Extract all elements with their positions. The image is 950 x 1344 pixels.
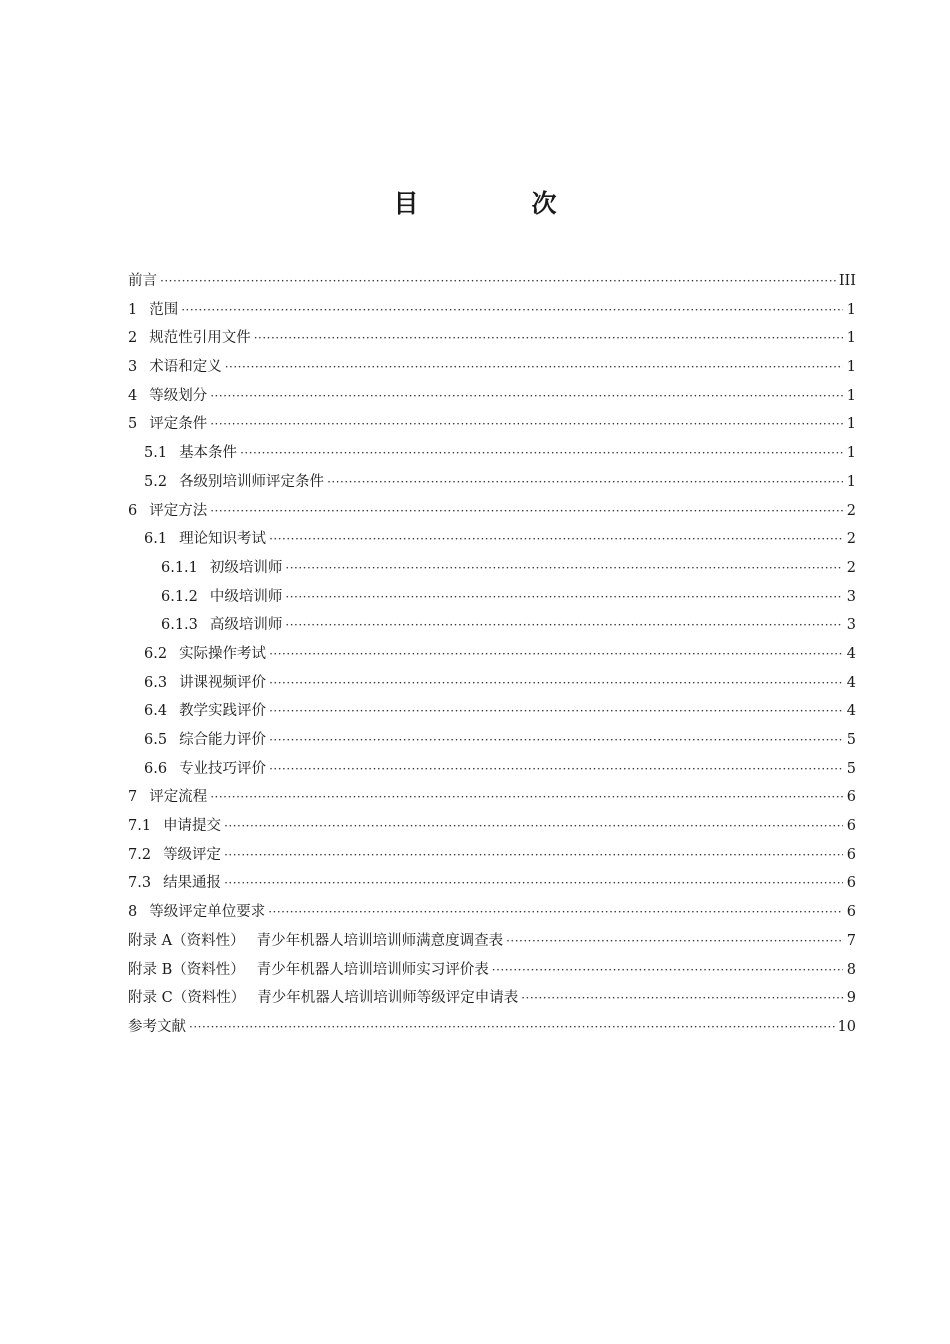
dot-leader xyxy=(210,410,843,439)
dot-leader xyxy=(224,841,843,870)
toc-entry[interactable] xyxy=(128,841,856,870)
toc-entry-number: 7.1 xyxy=(128,818,152,835)
dot-leader xyxy=(327,468,843,497)
toc-entry[interactable] xyxy=(128,468,856,497)
toc-entry-label: 青少年机器人培训培训师满意度调查表 xyxy=(256,932,504,949)
dot-leader xyxy=(224,869,843,898)
toc-entry-label: 青少年机器人培训培训师等级评定申请表 xyxy=(257,990,519,1007)
toc-entry-number: 6.5 xyxy=(144,732,168,748)
dot-leader xyxy=(269,525,843,554)
toc-entry-number: 5.1 xyxy=(144,445,168,462)
toc-entry[interactable] xyxy=(128,296,856,325)
toc-entry-number: 6.1.1 xyxy=(161,559,198,576)
dot-leader xyxy=(269,726,843,755)
toc-entry-number: 6 xyxy=(128,502,138,519)
toc-entry[interactable] xyxy=(128,812,856,841)
toc-entry-label: 讲课视频评价 xyxy=(179,674,267,691)
toc-entry[interactable] xyxy=(128,898,856,927)
dot-leader xyxy=(285,611,843,640)
toc-entry-label: 等级划分 xyxy=(149,387,208,404)
toc-entry[interactable] xyxy=(128,956,856,985)
toc-entry-number: 6.2 xyxy=(144,645,168,662)
toc-entry-number: 附录 C（资料性） xyxy=(128,990,246,1007)
toc-entry-label: 等级评定单位要求 xyxy=(149,904,266,921)
toc-entry-label: 申请提交 xyxy=(163,818,222,835)
dot-leader xyxy=(189,1013,835,1042)
toc-entry-label: 理论知识考试 xyxy=(179,531,267,548)
table-of-contents xyxy=(128,267,856,1042)
toc-entry-page: 6 xyxy=(846,875,856,892)
toc-entry[interactable] xyxy=(128,410,856,439)
toc-entry-page: 6 xyxy=(846,904,856,921)
toc-entry-page: 5 xyxy=(846,732,856,748)
toc-entry-page: 4 xyxy=(846,645,856,662)
toc-entry[interactable] xyxy=(128,554,856,583)
toc-entry-label: 规范性引用文件 xyxy=(149,330,251,347)
toc-entry-number: 5.2 xyxy=(144,473,168,490)
dot-leader xyxy=(269,697,843,726)
toc-entry-label: 范围 xyxy=(149,301,179,318)
toc-entry-label: 术语和定义 xyxy=(149,359,222,376)
toc-entry-label: 评定流程 xyxy=(149,789,208,806)
toc-entry-page: 2 xyxy=(846,559,856,576)
toc-entry-number: 附录 B（资料性） xyxy=(128,961,245,978)
toc-entry-page: 1 xyxy=(846,301,856,318)
toc-entry-label: 实际操作考试 xyxy=(179,645,267,662)
toc-entry-page: 9 xyxy=(846,990,856,1007)
toc-entry-page: 1 xyxy=(846,359,856,376)
toc-entry-number: 7.3 xyxy=(128,875,152,892)
dot-leader xyxy=(269,669,843,698)
dot-leader xyxy=(225,353,843,382)
dot-leader xyxy=(210,382,843,411)
toc-entry[interactable] xyxy=(128,927,856,956)
toc-entry-number: 6.4 xyxy=(144,703,168,720)
toc-entry-page: 6 xyxy=(846,789,856,806)
toc-entry-page: 6 xyxy=(846,818,856,835)
toc-entry-number: 5 xyxy=(128,416,138,433)
toc-entry-page: 7 xyxy=(846,932,856,949)
dot-leader xyxy=(285,583,843,612)
toc-entry-label: 初级培训师 xyxy=(209,559,283,576)
toc-entry-page: 1 xyxy=(846,387,856,404)
toc-entry-label: 各级别培训师评定条件 xyxy=(179,473,325,490)
toc-entry[interactable] xyxy=(128,497,856,526)
toc-entry-number: 7.2 xyxy=(128,846,152,863)
toc-entry[interactable] xyxy=(128,984,856,1013)
toc-entry-page: III xyxy=(838,273,856,289)
dot-leader xyxy=(268,898,843,927)
toc-entry-number: 6.1.2 xyxy=(161,588,198,605)
toc-entry-number: 4 xyxy=(128,387,138,404)
toc-entry-page: 3 xyxy=(846,617,856,634)
toc-entry[interactable] xyxy=(128,382,856,411)
dot-leader xyxy=(285,554,843,583)
toc-entry[interactable] xyxy=(128,611,856,640)
toc-entry-label: 教学实践评价 xyxy=(179,703,267,720)
dot-leader xyxy=(269,640,843,669)
dot-leader xyxy=(492,956,843,985)
toc-entry[interactable] xyxy=(128,783,856,812)
toc-entry[interactable] xyxy=(128,324,856,353)
dot-leader xyxy=(210,783,843,812)
dot-leader xyxy=(210,497,843,526)
toc-entry-number: 2 xyxy=(128,330,138,347)
toc-entry-label: 评定方法 xyxy=(149,502,208,519)
dot-leader xyxy=(240,439,843,468)
toc-entry-page: 4 xyxy=(846,703,856,720)
toc-entry-label: 前言 xyxy=(128,273,157,289)
toc-entry-number: 7 xyxy=(128,789,138,806)
toc-entry-label: 基本条件 xyxy=(179,445,238,462)
toc-entry-page: 1 xyxy=(846,330,856,347)
toc-entry[interactable] xyxy=(128,640,856,669)
toc-entry-number: 6.1.3 xyxy=(161,617,198,634)
toc-entry-page: 3 xyxy=(846,588,856,605)
toc-entry-label: 专业技巧评价 xyxy=(179,760,267,777)
toc-entry-page: 6 xyxy=(846,846,856,863)
toc-entry[interactable] xyxy=(128,439,856,468)
dot-leader xyxy=(254,324,843,353)
toc-entry-label: 中级培训师 xyxy=(209,588,283,605)
toc-entry-page: 1 xyxy=(846,416,856,433)
toc-entry[interactable] xyxy=(128,869,856,898)
toc-entry-number: 6.6 xyxy=(144,760,168,777)
toc-entry[interactable] xyxy=(128,697,856,726)
toc-entry-page: 10 xyxy=(837,1018,856,1035)
toc-entry[interactable] xyxy=(128,267,856,296)
toc-entry-page: 2 xyxy=(846,502,856,519)
toc-entry-number: 3 xyxy=(128,359,138,376)
toc-entry-label: 评定条件 xyxy=(149,416,208,433)
dot-leader xyxy=(521,984,843,1013)
toc-entry[interactable] xyxy=(128,583,856,612)
toc-entry-label: 参考文献 xyxy=(128,1018,186,1035)
toc-entry[interactable] xyxy=(128,755,856,784)
toc-entry-page: 8 xyxy=(846,961,856,978)
dot-leader xyxy=(160,267,836,296)
toc-entry-page: 5 xyxy=(846,760,856,777)
dot-leader xyxy=(181,296,843,325)
toc-entry-page: 4 xyxy=(846,674,856,691)
toc-entry[interactable] xyxy=(128,525,856,554)
dot-leader xyxy=(269,755,843,784)
toc-entry[interactable] xyxy=(128,669,856,698)
toc-entry-label: 等级评定 xyxy=(163,846,222,863)
toc-entry-number: 附录 A（资料性） xyxy=(128,932,245,949)
toc-entry-label: 高级培训师 xyxy=(209,617,283,634)
toc-entry-number: 6.1 xyxy=(144,531,168,548)
dot-leader xyxy=(506,927,843,956)
toc-entry-number: 1 xyxy=(128,301,138,318)
toc-entry[interactable] xyxy=(128,353,856,382)
toc-entry[interactable] xyxy=(128,1013,856,1042)
toc-entry[interactable] xyxy=(128,726,856,755)
dot-leader xyxy=(224,812,843,841)
page-title: 目 次 xyxy=(393,189,601,218)
toc-entry-page: 1 xyxy=(846,473,856,490)
toc-entry-label: 综合能力评价 xyxy=(179,732,267,748)
toc-entry-number: 6.3 xyxy=(144,674,168,691)
toc-entry-label: 青少年机器人培训培训师实习评价表 xyxy=(256,961,489,978)
toc-entry-page: 1 xyxy=(846,445,856,462)
toc-entry-label: 结果通报 xyxy=(163,875,222,892)
toc-entry-page: 2 xyxy=(846,531,856,548)
toc-entry-number: 8 xyxy=(128,904,138,921)
